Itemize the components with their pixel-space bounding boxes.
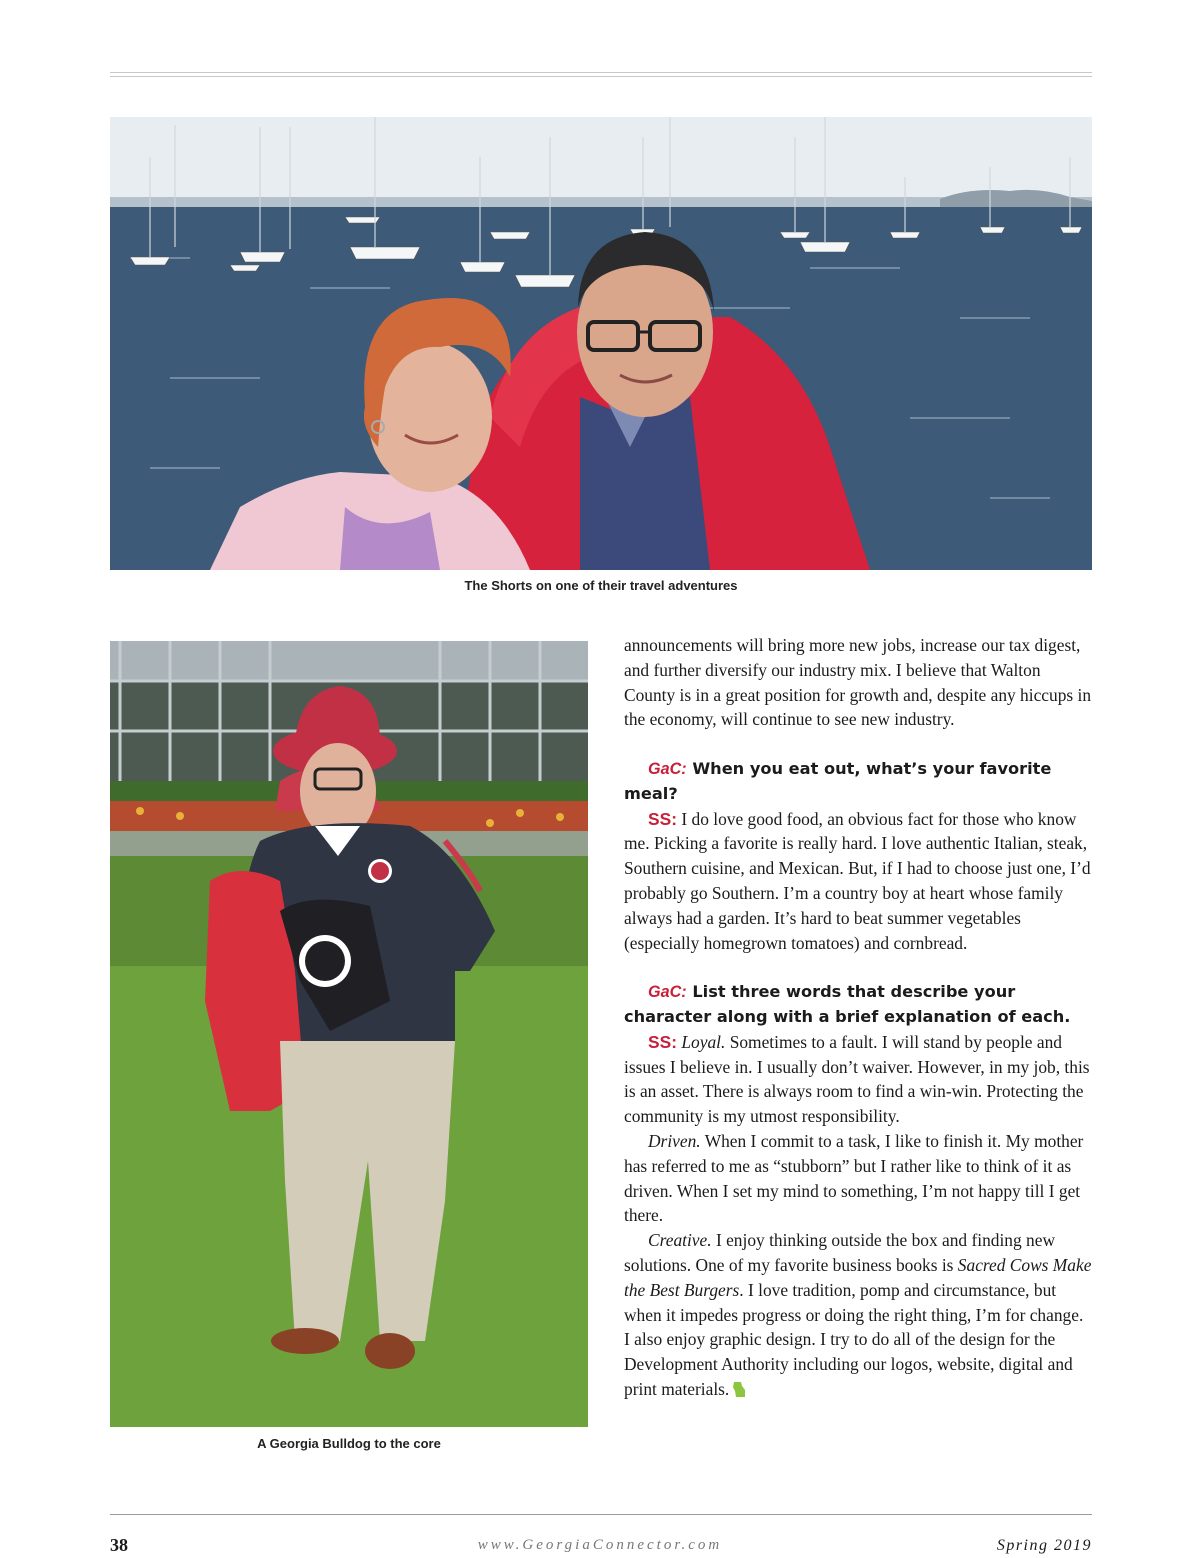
answer-2-creative — [624, 1228, 1092, 1402]
article-body — [624, 633, 1092, 1402]
couple-harbor-photo — [110, 117, 1092, 570]
top-photo-caption: The Shorts on one of their travel adventures — [464, 578, 738, 593]
website-url: www.GeorgiaConnector.com — [477, 1537, 723, 1553]
georgia-end-mark-icon — [733, 1382, 746, 1397]
gac-tag: GaC: — [648, 759, 687, 778]
question-1-text: When you eat out, what’s your favorite meal? — [624, 758, 1052, 803]
word-driven: Driven. — [648, 1130, 701, 1151]
answer-1 — [624, 807, 1092, 956]
word-creative: Creative. — [648, 1230, 712, 1251]
word-loyal: Loyal. — [681, 1031, 726, 1052]
question-2 — [624, 980, 1092, 1030]
book-title: Sacred Cows Make the Best Burgers — [624, 1254, 1092, 1300]
answer-1-text: I do love good food, an obvious fact for those who know me. Picking a favorite is really hard. I love authentic Italian, steak, Southern cuisine, and Mexican. But, if I had to choose just one, I’d probably go Southern. I’m a country boy at heart whose family always had a garden. It’s hard to beat summer vegetables (especially homegrown tomatoes) and cornbread. — [624, 808, 1091, 953]
header-rule — [110, 72, 1092, 73]
loyal-text: Sometimes to a fault. I will stand by people and issues I believe in. I usually don’t waiver. However, in my job, this is an asset. There is always room to find a win-win. Protecting the community is my utmost responsibility. — [624, 1031, 1090, 1127]
intro-paragraph: announcements will bring more new jobs, increase our tax digest, and further diversify our industry mix. I believe that Walton County is in a great position for growth and, despite any hiccups in the economy, will continue to see new industry. — [624, 635, 1092, 730]
answer-2-driven — [624, 1129, 1092, 1228]
creative-text-a: I enjoy thinking outside the box and finding new solutions. One of my favorite business books is — [624, 1230, 1056, 1275]
gac-tag: GaC: — [648, 983, 687, 1002]
answer-2-loyal — [624, 1030, 1092, 1129]
page-number: 38 — [110, 1535, 128, 1555]
ss-tag: SS: — [648, 808, 677, 829]
georgia-bulldog-photo — [110, 641, 588, 1427]
footer-rule — [110, 1514, 1092, 1515]
creative-text-b: . I love tradition, pomp and circumstance, but when it impedes progress or doing the right thing, I’m for change. I also enjoy graphic design. I try to do all of the design for the Development Authority including our logos, website, digital and print materials. — [624, 1279, 1084, 1399]
header-rule-secondary — [110, 76, 1092, 77]
issue-label: Spring 2019 — [996, 1537, 1092, 1554]
question-1 — [624, 757, 1092, 807]
driven-text: When I commit to a task, I like to finish it. My mother has referred to me as “stubborn” but I rather like to think of it as driven. When I set my mind to something, I’m not happy till I get there. — [624, 1130, 1084, 1226]
question-2-text: List three words that describe your character along with a brief explanation of each. — [624, 982, 1071, 1026]
left-photo-caption: A Georgia Bulldog to the core — [257, 1436, 441, 1451]
ss-tag: SS: — [648, 1031, 677, 1052]
